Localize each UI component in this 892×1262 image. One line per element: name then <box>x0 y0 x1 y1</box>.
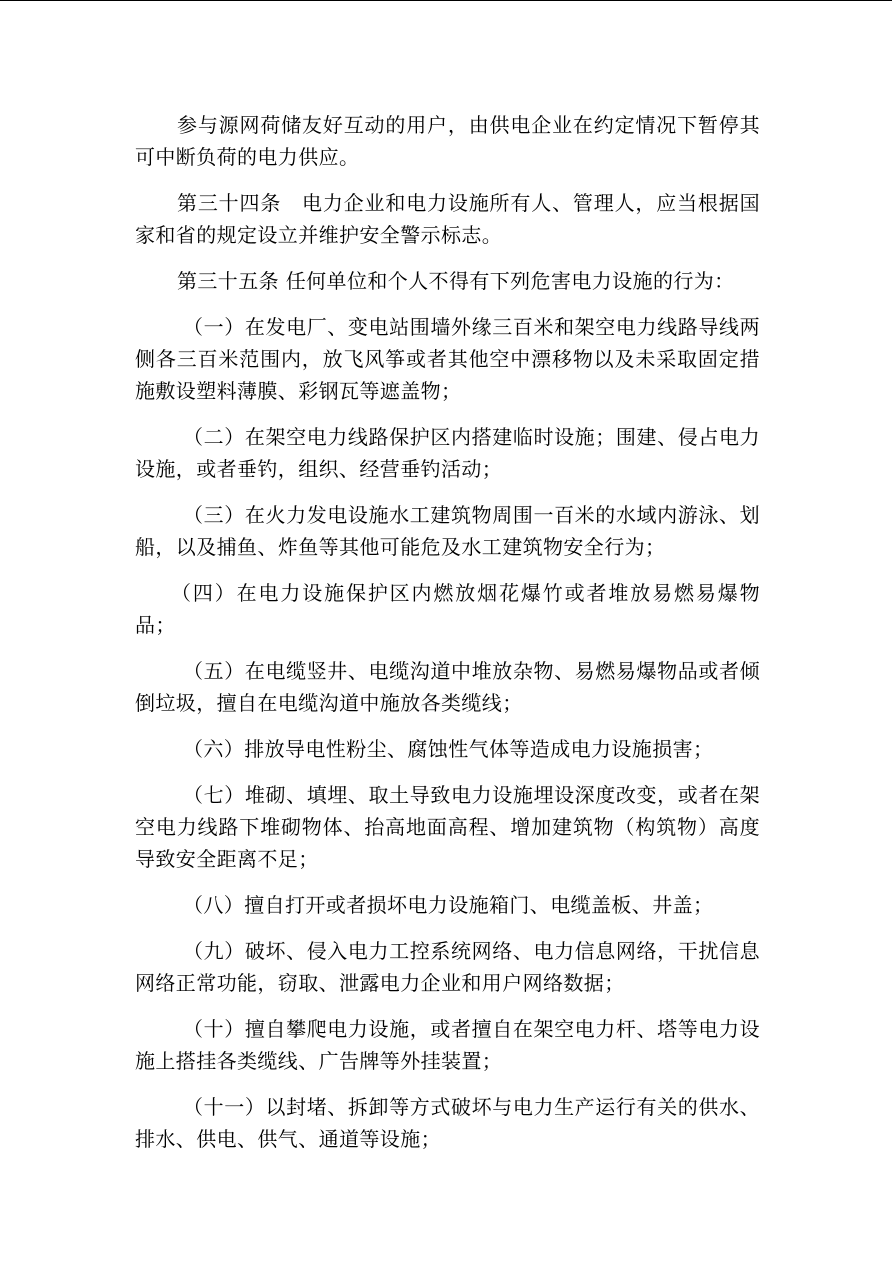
article-35-item-7: （七）堆砌、填埋、取土导致电力设施埋设深度改变，或者在架空电力线路下堆砌物体、抬高地面高程、增加建筑物（构筑物）高度导致安全距离不足； <box>135 783 760 871</box>
article-35-item-5: （五）在电缆竖井、电缆沟道中堆放杂物、易燃易爆物品或者倾倒垃圾，擅自在电缆沟道中施放各类缆线； <box>135 659 760 715</box>
article-34: 第三十四条 电力企业和电力设施所有人、管理人，应当根据国家和省的规定设立并维护安全警示标志。 <box>135 191 760 247</box>
article-35-item-8: （八）擅自打开或者损坏电力设施箱门、电缆盖板、井盖； <box>183 893 714 917</box>
article-35-item-3: （三）在火力发电设施水工建筑物周围一百米的水域内游泳、划船，以及捕鱼、炸鱼等其他可能危及水工建筑物安全行为； <box>135 503 760 559</box>
article-35-item-9: （九）破坏、侵入电力工控系统网络、电力信息网络，干扰信息网络正常功能，窃取、泄露电力企业和用户网络数据； <box>135 939 760 995</box>
article-35-item-10: （十）擅自攀爬电力设施，或者擅自在架空电力杆、塔等电力设施上搭挂各类缆线、广告牌等外挂装置； <box>135 1017 760 1073</box>
page-top-border <box>0 0 892 1</box>
article-35-item-1: （一）在发电厂、变电站围墙外缘三百米和架空电力线路导线两侧各三百米范围内，放飞风筝或者其他空中漂移物以及未采取固定措施敷设塑料薄膜、彩钢瓦等遮盖物； <box>135 315 760 403</box>
paragraph-interruptible-load: 参与源网荷储友好互动的用户，由供电企业在约定情况下暂停其可中断负荷的电力供应。 <box>135 113 760 169</box>
article-35-item-4: （四）在电力设施保护区内燃放烟花爆竹或者堆放易燃易爆物品； <box>135 581 760 637</box>
document-body <box>135 109 760 1169</box>
article-35-item-2: （二）在架空电力线路保护区内搭建临时设施；围建、侵占电力设施，或者垂钓，组织、经营垂钓活动； <box>135 425 760 481</box>
article-35-item-11: （十一）以封堵、拆卸等方式破坏与电力生产运行有关的供水、排水、供电、供气、通道等设施； <box>135 1095 760 1151</box>
article-35-item-6: （六）排放导电性粉尘、腐蚀性气体等造成电力设施损害； <box>183 737 714 761</box>
article-35: 第三十五条 任何单位和个人不得有下列危害电力设施的行为： <box>177 269 735 293</box>
